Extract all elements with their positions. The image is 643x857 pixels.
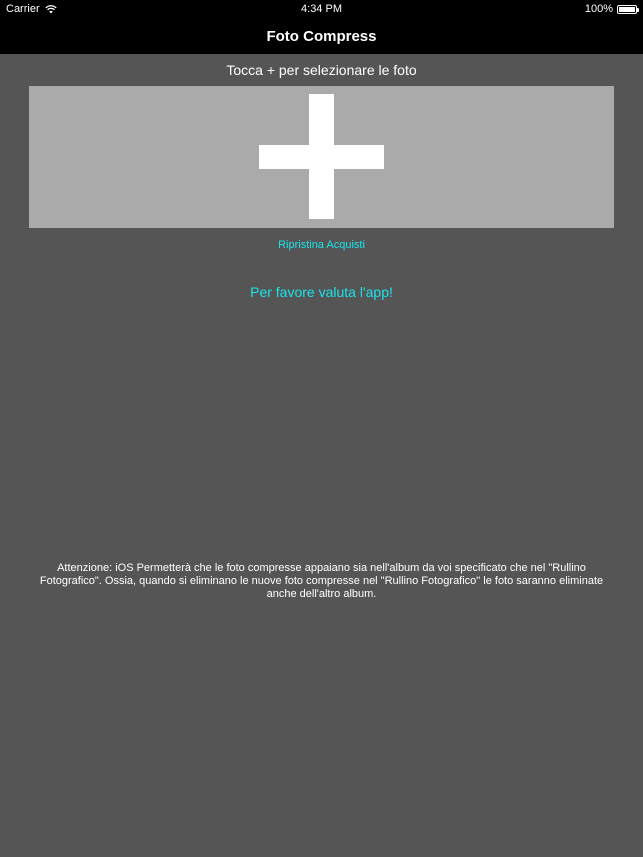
rate-app-row <box>0 284 643 300</box>
select-photos-hint: Tocca + per selezionare le foto <box>226 62 417 78</box>
status-time: 4:34 PM <box>301 3 342 15</box>
navigation-bar <box>0 18 643 54</box>
status-bar <box>0 0 643 18</box>
rate-app-button[interactable]: Per favore valuta l'app! <box>250 284 393 300</box>
restore-purchases-button[interactable]: Ripristina Acquisti <box>278 239 365 251</box>
carrier-label: Carrier <box>6 3 40 15</box>
battery-icon <box>617 5 637 14</box>
restore-purchases-row <box>0 239 643 251</box>
battery-percent: 100% <box>584 3 613 15</box>
warning-notice: Attenzione: iOS Permetterà che le foto compresse appaiano sia nell'album da voi specificato che nel "Rullino Fotografico". Ossia, quando si eliminano le nuove foto compresse nel "Rullino Fotografico" le foto saranno eliminate anche dell'altro album. <box>39 562 604 600</box>
battery-level-fill <box>619 7 635 12</box>
battery-status <box>585 3 637 15</box>
plus-icon <box>29 86 614 228</box>
page-title: Foto Compress <box>266 27 377 45</box>
plus-horizontal-bar <box>259 145 384 169</box>
add-photos-button[interactable] <box>29 86 614 228</box>
